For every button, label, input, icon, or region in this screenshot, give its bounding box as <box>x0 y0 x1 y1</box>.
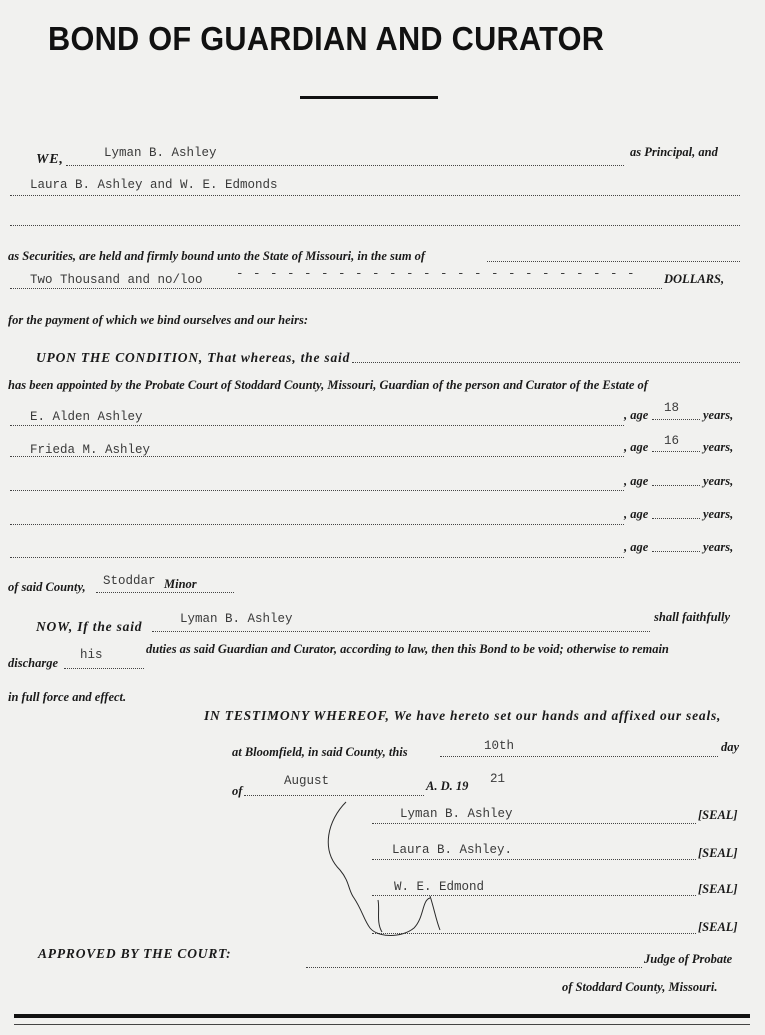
ward-name-line <box>10 490 624 491</box>
county-minor: Minor <box>164 577 197 591</box>
seal-label: [SEAL] <box>698 882 738 896</box>
discharge-label: discharge <box>8 656 58 670</box>
title-underline <box>300 96 438 99</box>
ward-years-label: years, <box>703 507 734 521</box>
bottom-border-thin <box>14 1024 750 1025</box>
sum-unit: DOLLARS, <box>664 272 725 286</box>
now-suffix: shall faithfully <box>654 610 731 624</box>
sum-line <box>10 288 662 289</box>
securities-sum-line <box>487 261 740 262</box>
principal-line <box>66 165 624 166</box>
bloomfield-day: 10th <box>484 739 515 753</box>
ad-label: A. D. 19 <box>426 779 469 793</box>
discharge-text: duties as said Guardian and Curator, according to law, then this Bond to be void; otherwise to remain <box>146 642 669 656</box>
judge-line <box>306 967 642 968</box>
principal-name: Lyman B. Ashley <box>104 146 217 160</box>
now-line <box>152 631 650 632</box>
signature-name: Lyman B. Ashley <box>400 807 513 821</box>
ward-age: 16 <box>664 434 680 448</box>
county-value: Stoddar <box>103 574 156 588</box>
ward-age-line <box>652 451 700 452</box>
ward-age-line <box>652 419 700 420</box>
signature-name: W. E. Edmond <box>394 880 485 894</box>
we-label: WE, <box>36 152 64 167</box>
securities-line-2 <box>10 225 740 226</box>
ward-name-line <box>10 425 624 426</box>
ward-age-label: , age <box>624 440 649 454</box>
ward-years-label: years, <box>703 474 734 488</box>
ward-age-line <box>652 485 700 486</box>
ward-age-label: , age <box>624 540 649 554</box>
ward-age-line <box>652 551 700 552</box>
approved-label: APPROVED BY THE COURT: <box>38 946 232 961</box>
judge-title: Judge of Probate <box>644 952 733 966</box>
document-title: BOND OF GUARDIAN AND CURATOR <box>48 20 605 57</box>
ward-name-line <box>10 524 624 525</box>
bottom-border <box>14 1014 750 1018</box>
ward-years-label: years, <box>703 540 734 554</box>
discharge-pronoun: his <box>80 648 103 662</box>
payment-text: for the payment of which we bind ourselves and our heirs: <box>8 313 309 327</box>
ward-age-line <box>652 518 700 519</box>
now-label: NOW, If the said <box>36 619 143 634</box>
bloomfield-label: at Bloomfield, in said County, this <box>232 745 408 759</box>
ward-name: E. Alden Ashley <box>30 410 143 424</box>
county-label: of said County, <box>8 580 86 594</box>
signature-name: Laura B. Ashley. <box>392 843 513 857</box>
ward-age-label: , age <box>624 507 649 521</box>
securities-names: Laura B. Ashley and W. E. Edmonds <box>30 178 278 192</box>
seal-label: [SEAL] <box>698 808 738 822</box>
condition-text: UPON THE CONDITION, That whereas, the said <box>36 350 351 365</box>
seal-label: [SEAL] <box>698 846 738 860</box>
ward-name: Frieda M. Ashley <box>30 443 151 457</box>
judge-county: of Stoddard County, Missouri. <box>562 980 718 994</box>
ward-years-label: years, <box>703 408 734 422</box>
appointed-text: has been appointed by the Probate Court of Stoddard County, Missouri, Guardian of the person and Curator of the Estate of <box>8 378 648 392</box>
securities-text: as Securities, are held and firmly bound unto the State of Missouri, in the sum of <box>8 249 426 263</box>
condition-line <box>352 362 740 363</box>
of-month: August <box>284 774 330 788</box>
sum-amount: Two Thousand and no/loo <box>30 273 203 287</box>
full-force-text: in full force and effect. <box>8 690 127 704</box>
county-line <box>96 592 234 593</box>
ward-name-line <box>10 557 624 558</box>
ward-age-label: , age <box>624 474 649 488</box>
sum-dashes: - - - - - - - - - - - - - - - - - - - - - - - - <box>236 267 636 281</box>
principal-suffix: as Principal, and <box>630 145 718 159</box>
testimony-text: IN TESTIMONY WHEREOF, We have hereto set our hands and affixed our seals, <box>204 708 722 723</box>
year-suffix: 21 <box>490 772 506 786</box>
bloomfield-line <box>440 756 718 757</box>
ward-years-label: years, <box>703 440 734 454</box>
discharge-line <box>64 668 144 669</box>
of-label: of <box>232 784 243 798</box>
now-name: Lyman B. Ashley <box>180 612 293 626</box>
bloomfield-day-label: day <box>721 740 740 754</box>
seal-label: [SEAL] <box>698 920 738 934</box>
ward-age-label: , age <box>624 408 649 422</box>
handwritten-flourish <box>318 790 458 940</box>
ward-age: 18 <box>664 401 680 415</box>
securities-line-1 <box>10 195 740 196</box>
